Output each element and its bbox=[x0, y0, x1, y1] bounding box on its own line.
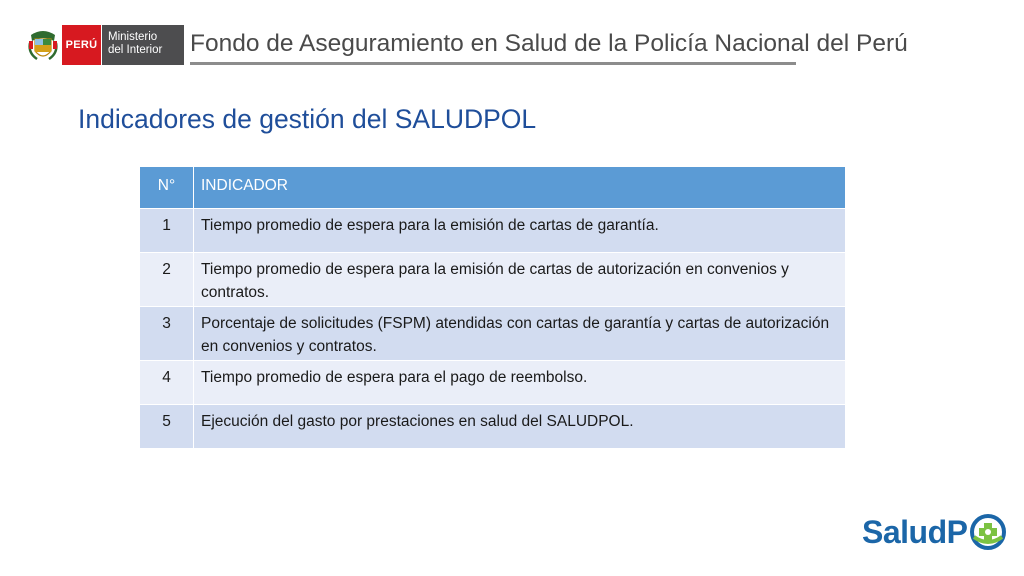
ministry-badge bbox=[102, 25, 184, 65]
row-number: 5 bbox=[140, 405, 194, 449]
coat-of-arms-icon bbox=[28, 27, 58, 63]
logo-text: SaludP bbox=[862, 513, 968, 550]
ministry-line-2: del Interior bbox=[108, 44, 163, 56]
page-title: Indicadores de gestión del SALUDPOL bbox=[78, 104, 537, 134]
peru-label: PERÚ bbox=[65, 39, 98, 51]
row-indicator: Porcentaje de solicitudes (FSPM) atendidas con cartas de garantía y cartas de autorización en convenios y contratos. bbox=[194, 307, 846, 361]
table-row bbox=[140, 307, 846, 361]
indicators-table bbox=[139, 166, 846, 449]
row-number: 4 bbox=[140, 361, 194, 405]
table-header-row bbox=[140, 167, 846, 209]
header-title: Fondo de Aseguramiento en Salud de la Policía Nacional del Perú bbox=[190, 30, 908, 57]
column-header-indicator: INDICADOR bbox=[194, 167, 846, 209]
row-indicator: Ejecución del gasto por prestaciones en salud del SALUDPOL. bbox=[194, 405, 846, 449]
row-number: 1 bbox=[140, 209, 194, 253]
peru-badge bbox=[62, 25, 101, 65]
row-number: 2 bbox=[140, 253, 194, 307]
saludpol-logo bbox=[862, 510, 1007, 554]
table-row bbox=[140, 405, 846, 449]
row-indicator: Tiempo promedio de espera para la emisión de cartas de autorización en convenios y contratos. bbox=[194, 253, 846, 307]
table-row bbox=[140, 209, 846, 253]
row-indicator: Tiempo promedio de espera para la emisión de cartas de garantía. bbox=[194, 209, 846, 253]
row-number: 3 bbox=[140, 307, 194, 361]
header-divider bbox=[190, 62, 796, 65]
row-indicator: Tiempo promedio de espera para el pago de reembolso. bbox=[194, 361, 846, 405]
table-row bbox=[140, 361, 846, 405]
column-header-number: N° bbox=[140, 167, 194, 209]
logo-emblem-icon bbox=[969, 513, 1007, 551]
ministry-line-1: Ministerio bbox=[108, 31, 158, 43]
table-row bbox=[140, 253, 846, 307]
